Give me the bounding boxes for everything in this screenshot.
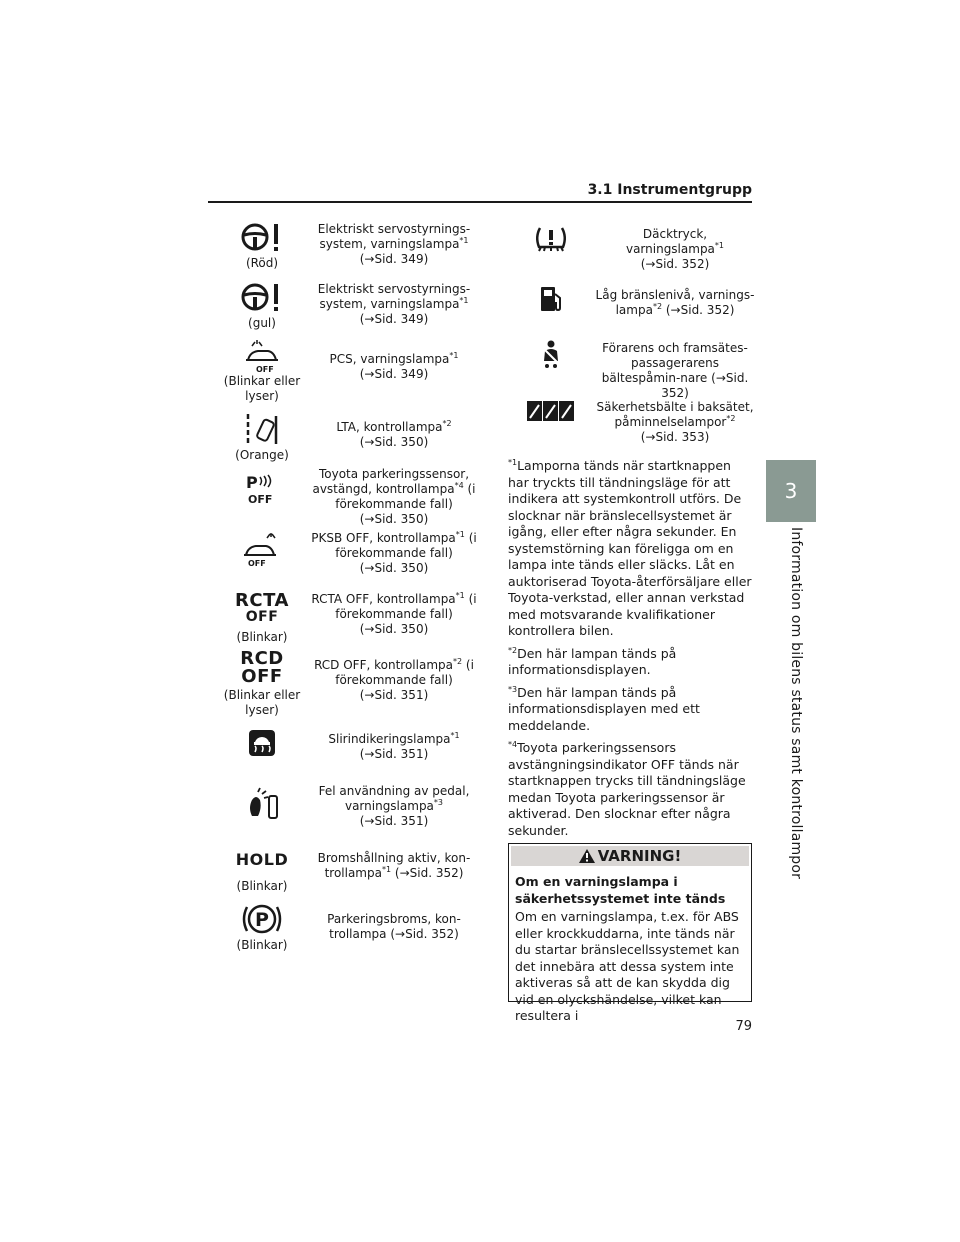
indicator-description: Elektriskt servostyrnings-system, varningslampa$^{*1}$ (→Sid. 349) (317, 222, 471, 266)
section-title: 3.1 Instrumentgrupp (587, 182, 752, 198)
warning-text: Om en varningslampa, t.ex. för ABS eller krockkuddarna, inte tänds när du startar bränslecellssystemet kan det innebära att dessa system inte aktiveras så att de kan skydda dig vid en olyckshändelse, vilket kan resultera i (515, 909, 740, 1023)
warning-subtitle: Om en varningslampa i säkerhetssystemet inte tänds (515, 874, 726, 906)
indicator-description: Toyota parkeringssensor, avstängd, kontrollampa$^{*4}$ (i förekommande fall) (→Sid. 350) (312, 467, 476, 526)
indicator-caption: (Blinkar) (236, 879, 288, 893)
seatbelt-icon (536, 339, 566, 369)
warning-header (511, 846, 749, 866)
chapter-tab (766, 460, 816, 522)
warning-title: VARNING! (597, 847, 682, 865)
indicator-description: Slirindikeringslampa$^{*1}$ (→Sid. 351) (328, 731, 460, 761)
page-number: 79 (735, 1019, 752, 1034)
indicator-caption: (Blinkar) (236, 938, 288, 952)
chapter-number: 3 (784, 479, 798, 503)
svg-text:OFF: OFF (248, 559, 266, 568)
parking-brake-icon (240, 902, 284, 936)
svg-text:OFF: OFF (248, 493, 273, 506)
tire-pressure-icon (534, 225, 568, 255)
indicator-description: Förarens och framsätes-passagerarens bältespåmin-nare (→Sid. 352) (601, 341, 749, 400)
chapter-label: Information om bilens status samt kontrollampor (788, 527, 804, 880)
rcd-off-icon: RCD OFF (Blinkar eller lyser) (210, 650, 314, 718)
rear-seatbelt-icon (526, 398, 576, 424)
indicator-description: RCD OFF, kontrollampa$^{*2}$ (i förekommande fall) (→Sid. 351) (314, 657, 474, 702)
warning-triangle-icon (579, 849, 595, 863)
indicator-description: Parkeringsbroms, kon-trollampa (→Sid. 352) (327, 912, 461, 941)
footnote: $^{*2}$Den här lampan tänds på informationsdisplayen. (508, 645, 677, 677)
indicator-caption: (Röd) (245, 256, 279, 270)
rcta-off-icon: RCTA OFF (Blinkar) (210, 592, 314, 645)
warning-box (508, 843, 752, 1023)
indicator-caption: (gul) (248, 316, 276, 330)
indicator-description: Låg bränslenivå, varnings-lampa$^{*2}$ (→Sid. 352) (595, 288, 755, 317)
indicator-description: Elektriskt servostyrnings-system, varningslampa$^{*1}$ (→Sid. 349) (317, 282, 471, 326)
section-header (208, 179, 752, 203)
parking-sensor-off-icon (240, 473, 284, 505)
svg-text:P: P (255, 909, 269, 931)
pksb-off-icon (240, 533, 284, 567)
slip-indicator-icon (247, 728, 277, 758)
indicator-caption: (Orange) (235, 448, 289, 462)
indicator-description: Bromshållning aktiv, kon-trollampa$^{*1}$ (→Sid. 352) (317, 851, 471, 880)
indicator-description: PKSB OFF, kontrollampa$^{*1}$ (i förekommande fall) (→Sid. 350) (311, 530, 477, 575)
svg-text:OFF: OFF (256, 365, 274, 374)
steering-wheel-exclamation-icon (237, 282, 287, 316)
hold-icon: HOLD (Blinkar) (210, 851, 314, 894)
indicator-caption: (Blinkar eller lyser) (223, 688, 301, 717)
fuel-pump-icon (536, 284, 566, 314)
steering-wheel-exclamation-icon (237, 222, 287, 256)
footnote: $^{*3}$Den här lampan tänds på informationsdisplayen med ett meddelande. (508, 684, 700, 733)
indicator-description: LTA, kontrollampa$^{*2}$ (→Sid. 350) (336, 419, 452, 449)
footnote: $^{*4}$Toyota parkeringssensors avstängningsindikator OFF tänds när startknappen trycks till tändningsläge medan Toyota parkeringssensor är aktiverad. Den slocknar efter några sekunder. (508, 739, 746, 838)
pedal-misuse-icon (242, 786, 282, 822)
indicator-caption: (Blinkar) (236, 630, 288, 644)
footnote: $^{*1}$Lamporna tänds när startknappen har tryckts till tändningsläge för att indikera att systemkontroll utförs. De slocknar när bränslecellsystemet är igång, eller efter några sekunder. En systemstörning kan föreligga om en lampa inte tänds eller släcks. Låt en auktoriserad Toyota-återförsäljare eller Toyota-verkstad, eller annan verkstad med motsvarande kvalifikationer kontrollera bilen. (508, 457, 752, 638)
indicator-description: Säkerhetsbälte i baksätet, påminnelselampor$^{*2}$ (→Sid. 353) (596, 400, 754, 444)
footnotes (508, 458, 752, 845)
pcs-off-icon (240, 340, 284, 374)
indicator-description: Däcktryck, varningslampa$^{*1}$ (→Sid. 352) (625, 227, 725, 271)
indicator-description: RCTA OFF, kontrollampa$^{*1}$ (i förekommande fall) (→Sid. 350) (311, 591, 477, 636)
lta-icon (240, 412, 284, 448)
svg-text:P: P (246, 473, 258, 492)
indicator-description: PCS, varningslampa$^{*1}$ (→Sid. 349) (329, 351, 459, 381)
indicator-description: Fel användning av pedal, varningslampa$^{*3}$ (→Sid. 351) (318, 784, 470, 828)
indicator-caption: (Blinkar eller lyser) (223, 374, 301, 403)
